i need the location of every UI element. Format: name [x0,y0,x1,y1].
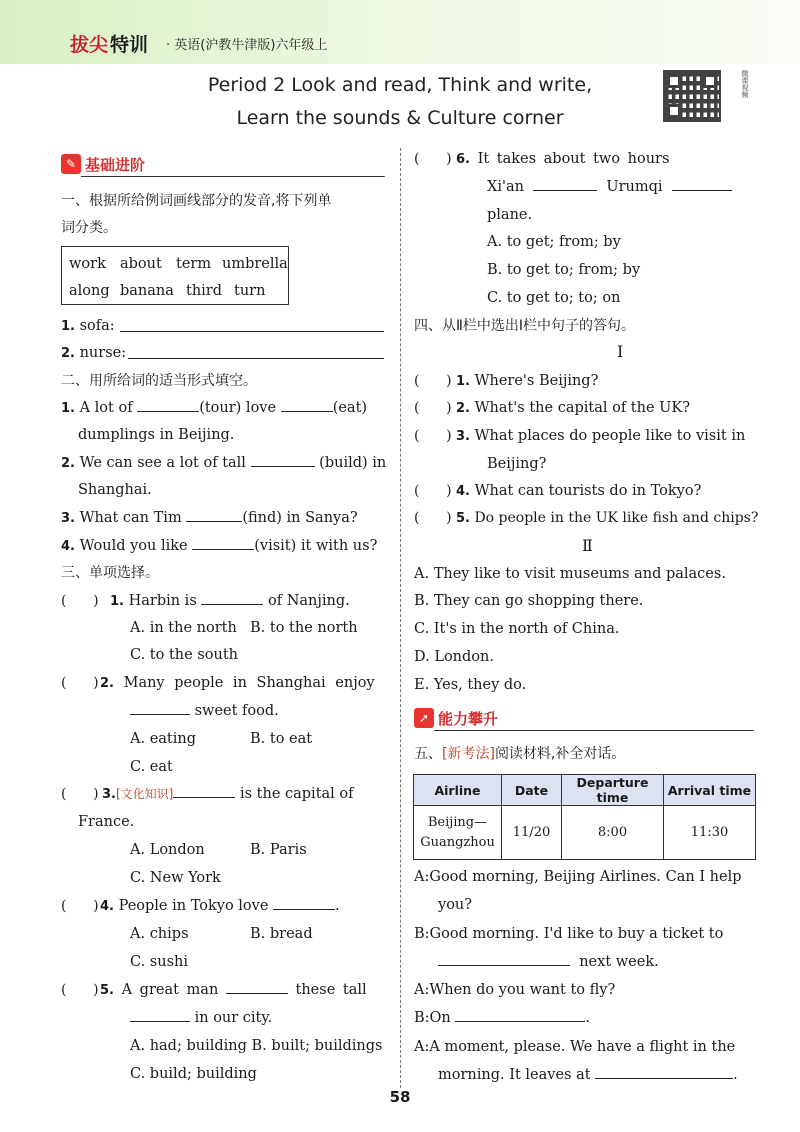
mc-q1-optB: B. to the north [250,620,358,636]
answer-bracket[interactable]: ( ) [414,483,452,499]
match-answer-c: C. It's in the north of China. [414,621,620,637]
mc-q1-optC: C. to the south [130,647,238,663]
dialogue-line-1: A:Good morning, Beijing Airlines. Can I help [414,869,742,885]
word-banana: banana [120,283,174,299]
blank[interactable] [201,591,263,605]
table-header: Arrival time [664,775,756,806]
dialogue-line-2: B:Good morning. I'd like to buy a ticket to [414,926,724,942]
brand-logo: 拔尖 特训 [70,34,149,56]
table-cell-date: 11/20 [502,806,562,860]
match-q5: 5. Do people in the UK like fish and chips? [456,510,759,526]
mc-q3-cont: France. [78,814,135,830]
part4-instruction: 四、从Ⅱ栏中选出Ⅰ栏中句子的答句。 [414,318,636,334]
part2-item1-cont: dumplings in Beijing. [78,427,235,443]
mc-q3-optA: A. London [130,842,205,858]
answer-line-sofa[interactable] [120,318,384,332]
mc-q6-cont: plane. [487,207,533,223]
blank[interactable] [186,508,242,522]
match-answer-b: B. They can go shopping there. [414,593,644,609]
answer-bracket[interactable]: ( ) [61,675,99,691]
mc-q5: 5. A great man these tall [100,982,367,998]
mc-q2-optA: A. eating [130,731,197,747]
table-header-row [414,775,756,806]
mc-q1: 1. Harbin is of Nanjing. [110,593,350,609]
match-answer-a: A. They like to visit museums and palaces. [414,566,726,582]
flight-table [413,774,756,860]
dialogue-line-4: B:On . [414,1010,590,1026]
answer-line-nurse[interactable] [128,345,384,359]
dialogue-line-3: A:When do you want to fly? [414,982,616,998]
qr-label: 微课视频 [741,70,749,98]
book-subtitle: · 英语(沪教牛津版)六年级上 [166,38,328,53]
mc-q1-optA: A. in the north [130,620,237,636]
mc-q4-optC: C. sushi [130,954,188,970]
match-q1: 1. Where's Beijing? [456,373,599,389]
page-title: Period 2 Look and read, Think and write, [207,74,593,96]
word-term: term [176,256,212,272]
blank[interactable] [533,177,597,191]
column-i-label: Ⅰ [617,342,624,361]
answer-bracket[interactable]: ( ) [414,428,452,444]
table-cell-airline: Beijing— Guangzhou [414,806,502,860]
match-answer-e: E. Yes, they do. [414,677,527,693]
part2-item2: 2. We can see a lot of tall (build) in [61,455,387,471]
word-work: work [69,256,106,272]
match-q2: 2. What's the capital of the UK? [456,400,690,416]
mc-q4-optA: A. chips [130,926,189,942]
section-heading-ability: ➚ 能力攀升 [414,708,754,732]
blank[interactable] [438,952,570,966]
mc-q2-cont: sweet food. [130,701,279,721]
word-along: along [69,283,110,299]
table-row [414,806,756,860]
qr-code-icon[interactable] [663,70,721,122]
table-header: Departure time [562,775,664,806]
part1-instruction-cont: 词分类。 [61,220,117,236]
mc-q2-optB: B. to eat [250,731,313,747]
blank[interactable] [251,453,315,467]
mc-q4: 4. People in Tokyo love . [100,898,340,914]
blank[interactable] [226,980,288,994]
mc-q5-cont: in our city. [130,1008,272,1028]
answer-bracket[interactable]: ( ) [414,373,452,389]
blank[interactable] [173,784,235,798]
word-turn: turn [234,283,266,299]
dialogue-line-5: A:A moment, please. We have a flight in the [414,1039,736,1055]
mc-q3: 3.[文化知识] is the capital of [102,786,354,802]
blank[interactable] [137,398,199,412]
section-heading-basic: ✎ 基础进阶 [61,154,385,178]
table-header: Airline [414,775,502,806]
match-answer-d: D. London. [414,649,494,665]
mc-q6-optC: C. to get to; to; on [487,290,621,306]
pencil-icon: ✎ [61,154,81,174]
part1-item2: 2. nurse: [61,345,127,361]
match-q3-cont: Beijing? [487,456,547,472]
table-cell-arrival: 11:30 [664,806,756,860]
mc-q6-optA: A. to get; from; by [487,234,621,250]
part1-item1: 1. sofa: [61,318,115,334]
word-about: about [120,256,162,272]
mc-q2-optC: C. eat [130,759,173,775]
mc-q5-optA: A. had; building B. built; buildings [130,1038,383,1054]
answer-bracket[interactable]: ( ) [61,982,99,998]
mc-q3-optB: B. Paris [250,842,307,858]
match-q4: 4. What can tourists do in Tokyo? [456,483,702,499]
blank[interactable] [281,398,333,412]
part2-instruction: 二、用所给词的适当形式填空。 [61,373,257,389]
dialogue-line-5-cont: morning. It leaves at . [438,1067,738,1083]
column-divider [400,148,401,1088]
part2-item3: 3. What can Tim (find) in Sanya? [61,510,358,526]
mc-q6: 6. It takes about two hours [456,151,670,167]
column-ii-label: Ⅱ [582,536,593,555]
part1-instruction: 一、根据所给例词画线部分的发音,将下列单 [61,193,332,209]
word-umbrella: umbrella [222,256,288,272]
blank[interactable] [595,1065,733,1079]
word-third: third [186,283,223,299]
blank[interactable] [130,701,190,715]
answer-bracket[interactable]: ( ) [61,786,99,802]
mc-q6-line2: Xi'an Urumqi [487,177,732,197]
dialogue-line-2-cont: next week. [438,952,659,972]
blank[interactable] [130,1008,190,1022]
part3-instruction: 三、单项选择。 [61,565,159,581]
page-subtitle: Learn the sounds & Culture corner [236,107,564,129]
part2-item2-cont: Shanghai. [78,482,152,498]
answer-bracket[interactable]: ( ) [414,151,452,167]
part2-item1: 1. A lot of (tour) love (eat) [61,400,368,416]
page-number: 58 [389,1088,411,1106]
answer-bracket[interactable]: ( ) [61,593,99,609]
blank[interactable] [672,177,732,191]
mc-q5-optC: C. build; building [130,1066,257,1082]
rocket-icon: ➚ [414,708,434,728]
dialogue-line-1-cont: you? [438,897,473,913]
part5-instruction: 五、[新考法]阅读材料,补全对话。 [414,746,626,762]
blank[interactable] [455,1008,585,1022]
answer-bracket[interactable]: ( ) [414,400,452,416]
mc-q4-optB: B. bread [250,926,313,942]
match-q3: 3. What places do people like to visit in [456,428,746,444]
mc-q3-optC: C. New York [130,870,221,886]
table-header: Date [502,775,562,806]
answer-bracket[interactable]: ( ) [61,898,99,914]
mc-q2: 2. Many people in Shanghai enjoy [100,675,375,691]
blank[interactable] [192,536,254,550]
part2-item4: 4. Would you like (visit) it with us? [61,538,378,554]
answer-bracket[interactable]: ( ) [414,510,452,526]
blank[interactable] [273,896,335,910]
table-cell-departure: 8:00 [562,806,664,860]
mc-q6-optB: B. to get to; from; by [487,262,641,278]
